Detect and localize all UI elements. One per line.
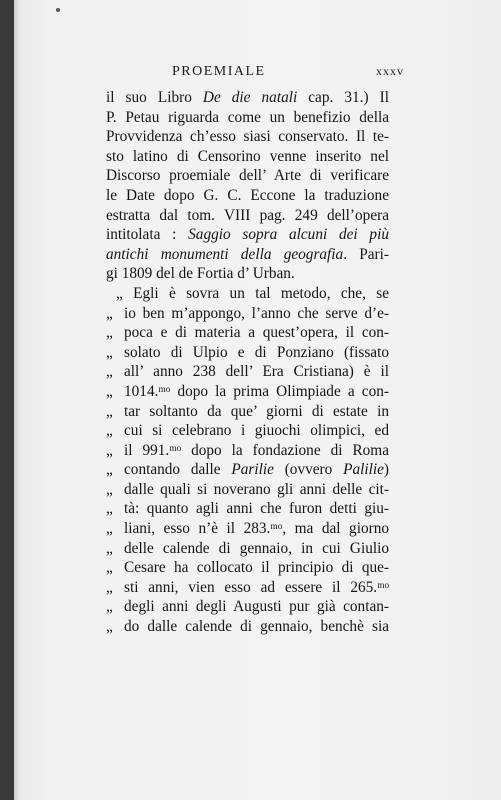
- line-text: „ Egli è sovra un tal metodo, che, se: [116, 284, 389, 302]
- line-text: (ovvero: [273, 461, 344, 479]
- line-text: gi 1809 del de Fortia d’ Urban.: [106, 265, 295, 283]
- quote-mark: „: [106, 480, 113, 498]
- text-line: [106, 264, 389, 284]
- line-text: . Pari-: [343, 245, 389, 263]
- line-text: il 991.ᵐᵒ dopo la fondazione di Roma: [124, 441, 389, 459]
- quote-mark: „: [106, 500, 113, 518]
- text-line: [106, 166, 389, 186]
- text-line: [106, 578, 389, 598]
- quote-mark: „: [106, 520, 113, 538]
- line-text: Discorso proemiale dell’ Arte di verificare: [106, 167, 389, 185]
- quote-mark: „: [106, 618, 113, 636]
- text-line: [106, 362, 389, 382]
- line-text: io ben m’appongo, l’anno che serve d’e-: [124, 304, 389, 322]
- text-line: [106, 88, 389, 108]
- line-text: tar soltanto da que’ giorni di estate in: [124, 402, 389, 420]
- quote-mark: „: [106, 343, 113, 361]
- italic-title: Saggio sopra alcuni dei più: [188, 226, 389, 244]
- text-line: [106, 147, 389, 167]
- page-number: xxxv: [376, 64, 404, 78]
- text-line: [106, 480, 389, 500]
- text-line: [106, 499, 389, 519]
- page-gutter-shadow: [14, 0, 20, 800]
- line-text: do dalle calende di gennaio, benchè sia: [124, 618, 389, 636]
- italic-title: antichi monumenti della geografia: [106, 245, 344, 263]
- line-text: dalle quali si noverano gli anni delle cit-: [124, 480, 389, 498]
- text-line: [106, 597, 389, 617]
- line-text: intitolata :: [106, 226, 189, 244]
- line-text: degli anni degli Augusti pur già contan-: [124, 598, 389, 616]
- quote-mark: „: [106, 598, 113, 616]
- page-header: [172, 64, 404, 84]
- line-text: all’ anno 238 dell’ Era Cristiana) è il: [124, 363, 389, 381]
- line-text: solato di Ulpio e di Ponziano (fissato: [124, 343, 389, 361]
- line-text: poca e di materia a quest’opera, il con-: [124, 324, 389, 342]
- quote-mark: „: [106, 382, 113, 400]
- text-line: [106, 441, 389, 461]
- quote-mark: „: [106, 324, 113, 342]
- text-line: [106, 421, 389, 441]
- line-text: sto latino di Censorino venne inserito nel: [106, 147, 389, 165]
- quote-mark: „: [106, 363, 113, 381]
- text-line: [106, 323, 389, 343]
- line-text: delle calende di gennaio, in cui Giulio: [124, 539, 389, 557]
- quote-mark: „: [106, 441, 113, 459]
- quote-mark: „: [106, 304, 113, 322]
- italic-title: Palilie: [343, 461, 384, 479]
- text-line: [106, 519, 389, 539]
- text-line: [106, 539, 389, 559]
- text-line: [106, 225, 389, 245]
- line-text: il suo Libro: [106, 89, 203, 106]
- text-line: [106, 617, 389, 637]
- quote-mark: „: [106, 559, 113, 577]
- italic-title: De die natali: [202, 89, 298, 106]
- quote-mark: „: [106, 461, 113, 479]
- italic-title: Parilie: [231, 461, 274, 479]
- text-line: [106, 304, 389, 324]
- text-line: [106, 245, 389, 265]
- text-line: [106, 206, 389, 226]
- text-line: [106, 558, 389, 578]
- quote-mark: „: [106, 402, 113, 420]
- text-line: [106, 460, 389, 480]
- line-text: contando dalle: [124, 461, 232, 479]
- line-text: le Date dopo G. C. Eccone la traduzione: [106, 186, 389, 204]
- line-text: tà: quanto agli anni che furon detti giu-: [124, 500, 389, 518]
- text-line: [106, 402, 389, 422]
- body-text: [106, 88, 389, 637]
- line-text: cui si celebrano i giuochi olimpici, ed: [124, 422, 389, 440]
- text-line: [106, 284, 389, 304]
- text-line: [106, 343, 389, 363]
- line-text: estratta dal tom. VIII pag. 249 dell’opera: [106, 206, 389, 224]
- line-text: Provvidenza ch’esso siasi conservato. Il te-: [106, 128, 389, 146]
- text-line: [106, 127, 389, 147]
- quote-mark: „: [106, 422, 113, 440]
- book-page: [14, 0, 501, 800]
- ink-speck: [56, 8, 60, 12]
- text-line: [106, 382, 389, 402]
- line-text: ): [383, 461, 389, 479]
- line-text: P. Petau riguarda come un benefizio della: [106, 108, 389, 126]
- quote-mark: „: [106, 539, 113, 557]
- line-text: Cesare ha collocato il principio di que-: [124, 559, 389, 577]
- line-text: cap. 31.) Il: [297, 89, 389, 106]
- text-line: [106, 108, 389, 128]
- quote-mark: „: [106, 578, 113, 596]
- running-title: PROEMIALE: [172, 64, 266, 79]
- text-line: [106, 186, 389, 206]
- line-text: liani, esso n’è il 283.ᵐᵒ, ma dal giorno: [124, 520, 389, 538]
- line-text: 1014.ᵐᵒ dopo la prima Olimpiade a con-: [124, 382, 389, 400]
- line-text: sti anni, vien esso ad essere il 265.ᵐᵒ: [124, 578, 389, 596]
